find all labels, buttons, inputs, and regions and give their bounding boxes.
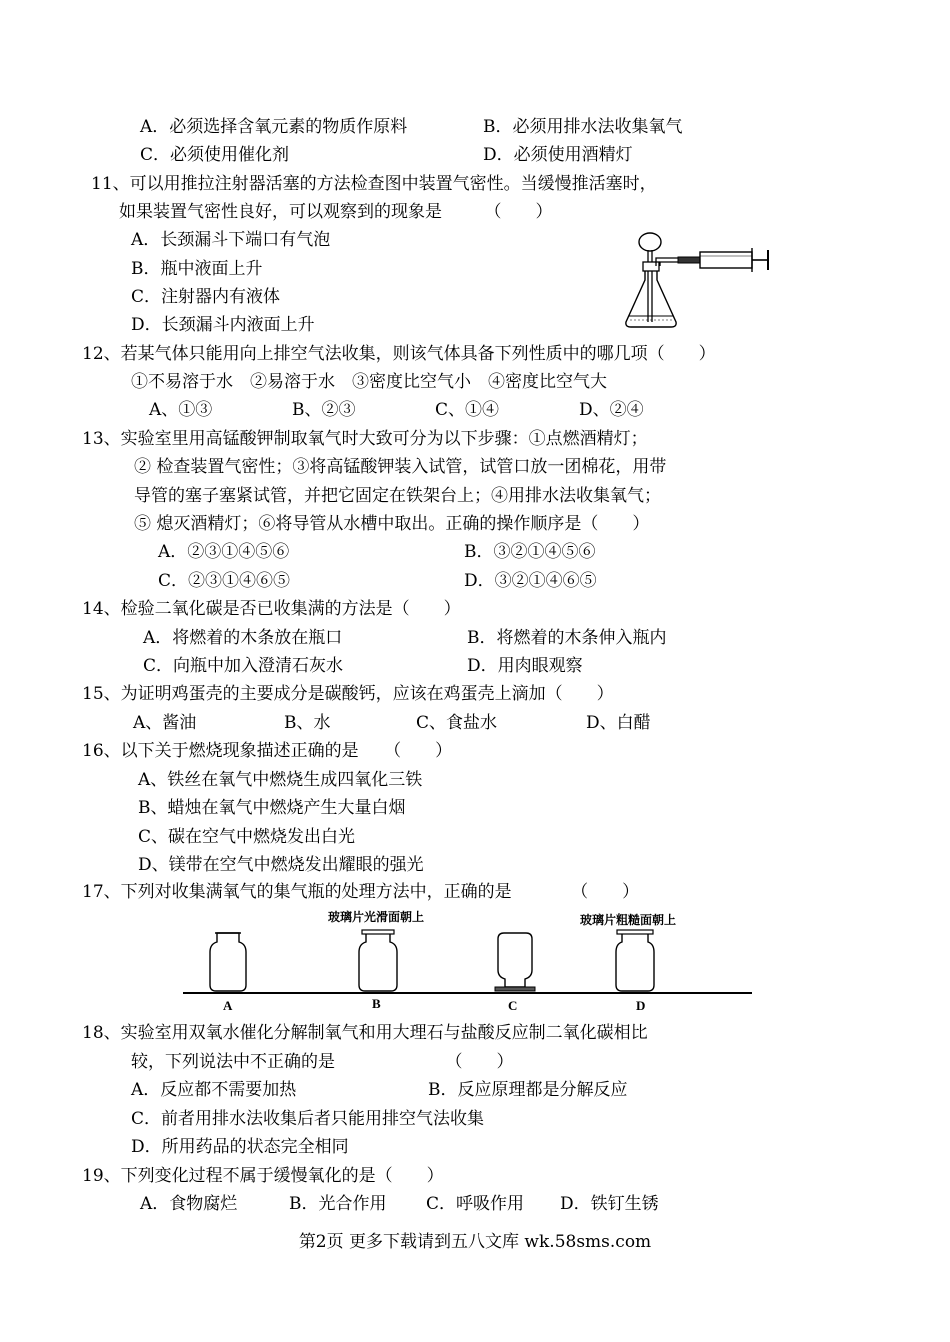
q15-option-a: A、酱油 bbox=[133, 713, 197, 733]
q10-option-b: B．必须用排水法收集氧气 bbox=[483, 117, 683, 137]
q19-stem: 19、下列变化过程不属于缓慢氧化的是（ ） bbox=[82, 1166, 444, 1186]
q19-option-c: C．呼吸作用 bbox=[426, 1194, 525, 1214]
q13-stem-line4: ⑤ 熄灭酒精灯；⑥将导管从水槽中取出。正确的操作顺序是（ ） bbox=[134, 514, 650, 534]
q13-option-b: B．③②①④⑤⑥ bbox=[464, 542, 596, 562]
q17-label-b: 玻璃片光滑面朝上 bbox=[328, 910, 425, 924]
q13-option-c: C．②③①④⑥⑤ bbox=[158, 571, 291, 591]
q11-option-c: C．注射器内有液体 bbox=[131, 287, 281, 307]
q19-option-a: A．食物腐烂 bbox=[140, 1194, 238, 1214]
q17-letter-a: A bbox=[223, 998, 233, 1013]
q18-option-a: A．反应都不需要加热 bbox=[131, 1080, 297, 1100]
bottle-a bbox=[210, 933, 246, 991]
q11-stem-line2: 如果装置气密性良好，可以观察到的现象是 （ ） bbox=[119, 202, 553, 222]
q12-properties: ①不易溶于水 ②易溶于水 ③密度比空气小 ④密度比空气大 bbox=[131, 372, 607, 392]
q17-bottles-figure bbox=[180, 925, 755, 1000]
q16-option-d: D、镁带在空气中燃烧发出耀眼的强光 bbox=[138, 855, 424, 875]
q12-stem: 12、若某气体只能用向上排空气法收集，则该气体具备下列性质中的哪几项（ ） bbox=[82, 344, 716, 364]
q15-option-b: B、水 bbox=[284, 713, 331, 733]
q13-stem-line1: 13、实验室里用高锰酸钾制取氧气时大致可分为以下步骤：①点燃酒精灯； bbox=[82, 429, 648, 449]
q18-option-c: C．前者用排水法收集后者只能用排空气法收集 bbox=[131, 1109, 485, 1129]
q10-option-a: A．必须选择含氧元素的物质作原料 bbox=[140, 117, 408, 137]
q18-stem-line1: 18、实验室用双氧水催化分解制氧气和用大理石与盐酸反应制二氧化碳相比 bbox=[82, 1023, 648, 1043]
q15-option-c: C、食盐水 bbox=[416, 713, 498, 733]
q13-option-a: A．②③①④⑤⑥ bbox=[158, 542, 290, 562]
q16-stem: 16、以下关于燃烧现象描述正确的是 （ ） bbox=[82, 741, 453, 761]
q11-stem-line1: 11、可以用推拉注射器活塞的方法检查图中装置气密性。当缓慢推活塞时， bbox=[91, 174, 657, 194]
q12-option-a: A、①③ bbox=[149, 400, 213, 420]
q17-letter-d: D bbox=[636, 998, 646, 1013]
q17-letter-c: C bbox=[508, 998, 518, 1013]
bottle-c bbox=[495, 933, 535, 991]
q19-option-b: B．光合作用 bbox=[289, 1194, 387, 1214]
q11-option-b: B．瓶中液面上升 bbox=[131, 259, 263, 279]
q14-stem: 14、检验二氧化碳是否已收集满的方法是（ ） bbox=[82, 599, 461, 619]
q11-option-a: A．长颈漏斗下端口有气泡 bbox=[131, 230, 331, 250]
q14-option-b: B．将燃着的木条伸入瓶内 bbox=[467, 628, 667, 648]
q11-option-d: D．长颈漏斗内液面上升 bbox=[131, 315, 315, 335]
q18-option-b: B．反应原理都是分解反应 bbox=[428, 1080, 628, 1100]
q13-stem-line3: 导管的塞子塞紧试管，并把它固定在铁架台上；④用排水法收集氧气； bbox=[134, 486, 661, 506]
q17-stem: 17、下列对收集满氧气的集气瓶的处理方法中，正确的是 （ ） bbox=[82, 882, 640, 902]
bottle-b bbox=[359, 930, 397, 991]
page-footer: 第2页 更多下载请到五八文库 wk.58sms.com bbox=[298, 1232, 652, 1252]
q18-option-d: D．所用药品的状态完全相同 bbox=[131, 1137, 349, 1157]
q13-option-d: D．③②①④⑥⑤ bbox=[464, 571, 597, 591]
q14-option-d: D．用肉眼观察 bbox=[467, 656, 583, 676]
q18-stem-line2: 较，下列说法中不正确的是 （ ） bbox=[131, 1052, 514, 1072]
q12-option-c: C、①④ bbox=[435, 400, 500, 420]
q19-option-d: D．铁钉生锈 bbox=[560, 1194, 659, 1214]
q15-option-d: D、白醋 bbox=[586, 713, 651, 733]
q16-option-c: C、碳在空气中燃烧发出白光 bbox=[138, 827, 356, 847]
q14-option-a: A．将燃着的木条放在瓶口 bbox=[143, 628, 343, 648]
q17-label-d: 玻璃片粗糙面朝上 bbox=[580, 913, 677, 927]
q13-stem-line2: ② 检查装置气密性；③将高锰酸钾装入试管，试管口放一团棉花，用带 bbox=[134, 457, 667, 477]
q16-option-a: A、铁丝在氧气中燃烧生成四氧化三铁 bbox=[138, 770, 423, 790]
q17-letter-b: B bbox=[372, 996, 381, 1011]
q16-option-b: B、蜡烛在氧气中燃烧产生大量白烟 bbox=[138, 798, 406, 818]
q11-apparatus-figure bbox=[620, 228, 780, 338]
bottle-d bbox=[616, 930, 654, 991]
q12-option-b: B、②③ bbox=[292, 400, 356, 420]
q10-option-d: D．必须使用酒精灯 bbox=[483, 145, 633, 165]
q12-option-d: D、②④ bbox=[579, 400, 644, 420]
q15-stem: 15、为证明鸡蛋壳的主要成分是碳酸钙，应该在鸡蛋壳上滴加（ ） bbox=[82, 684, 614, 704]
q10-option-c: C．必须使用催化剂 bbox=[140, 145, 290, 165]
q14-option-c: C．向瓶中加入澄清石灰水 bbox=[143, 656, 344, 676]
